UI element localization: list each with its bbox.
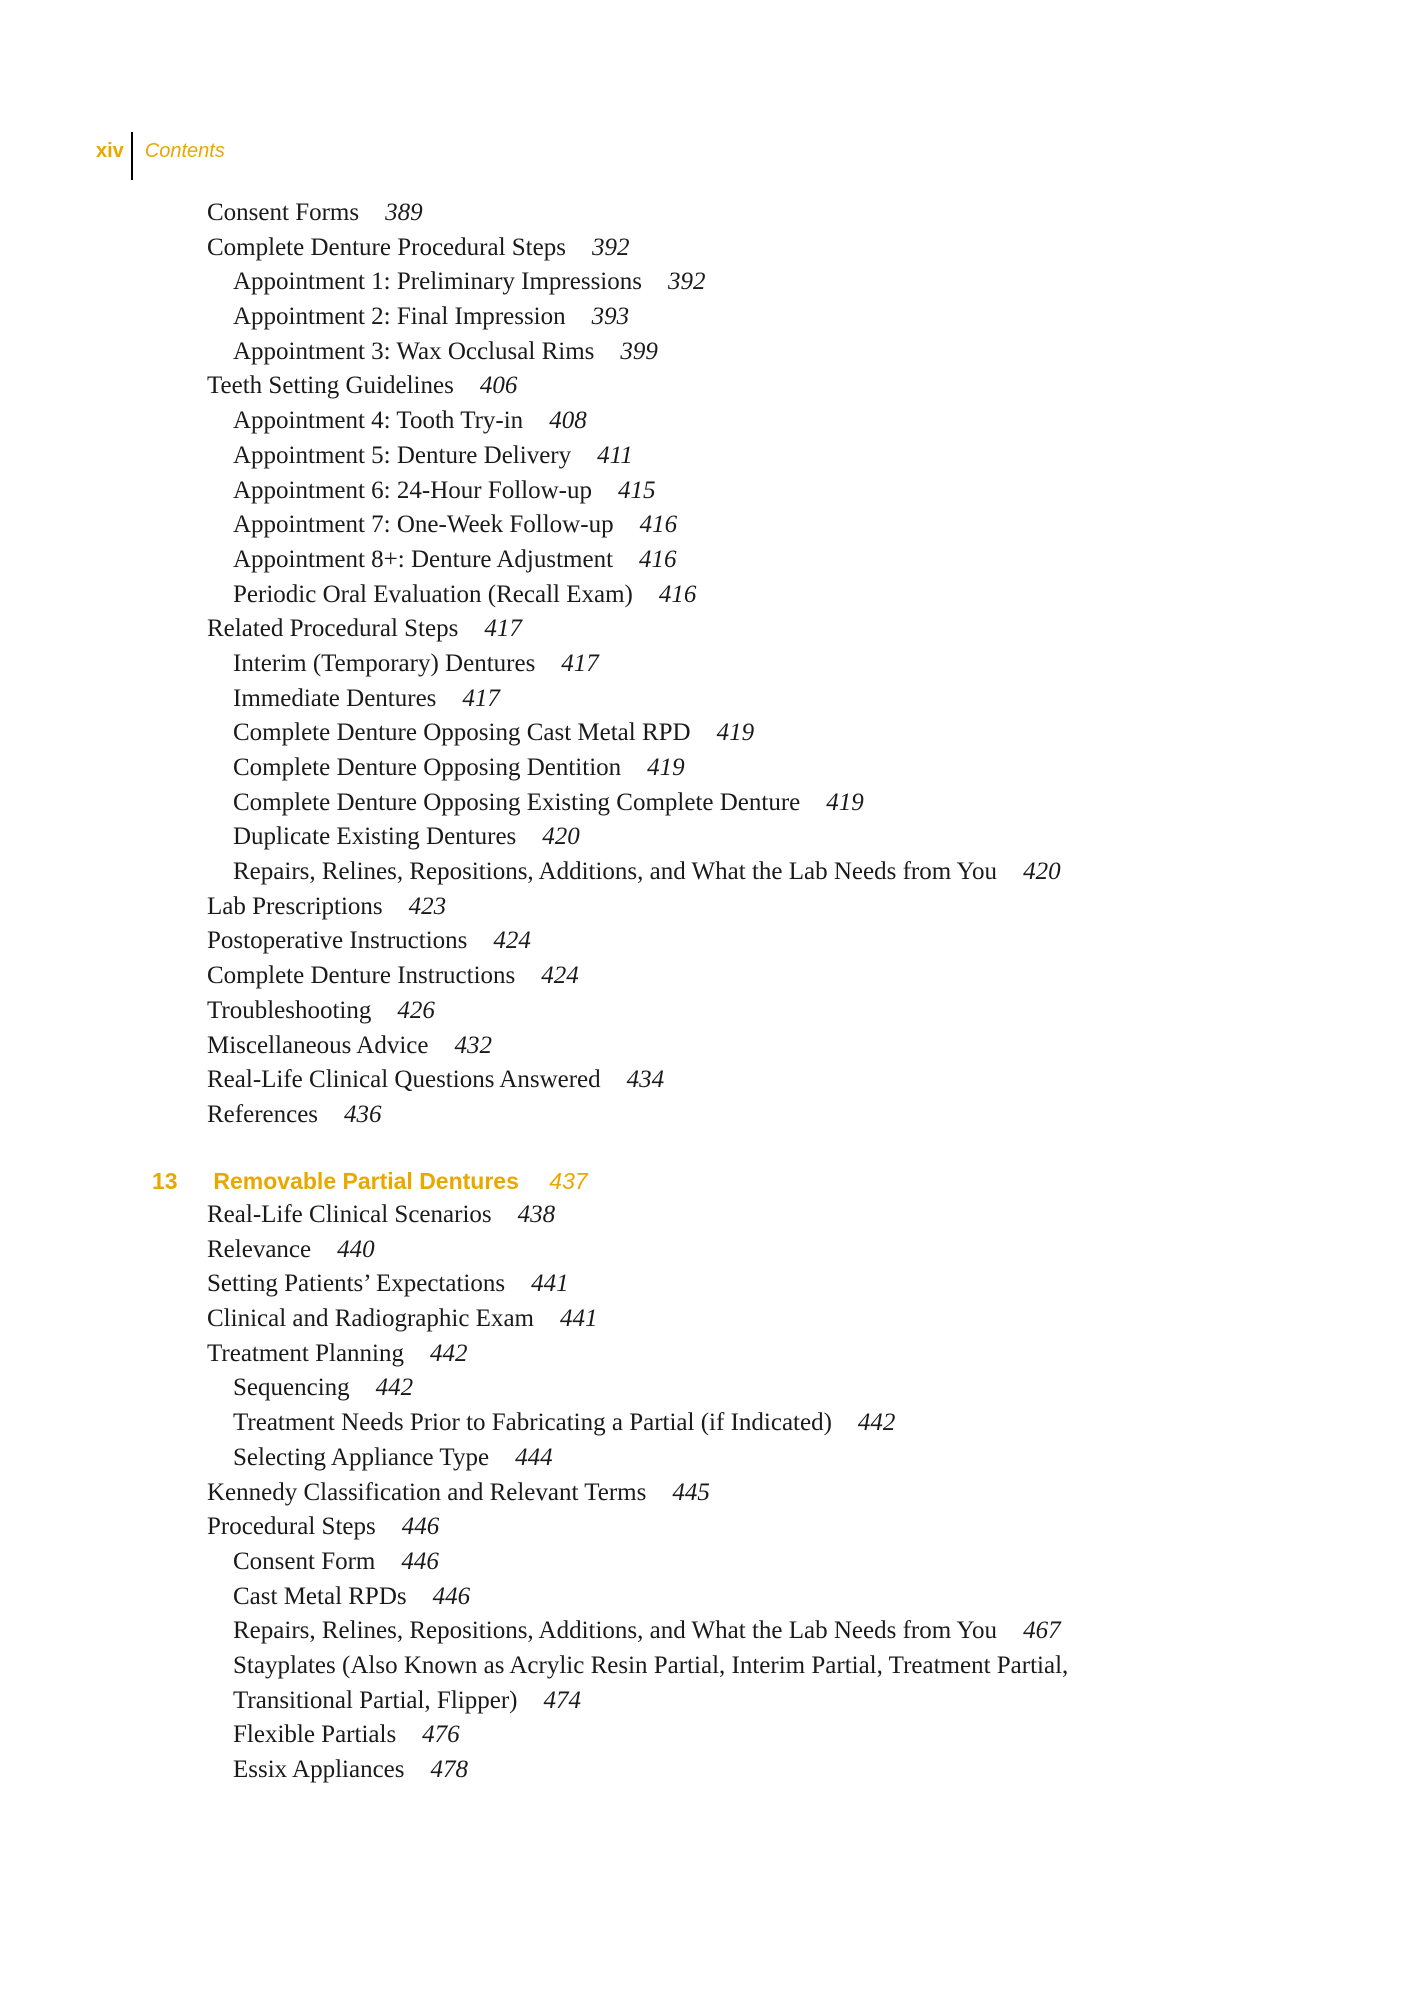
toc-page-number: 424 xyxy=(541,962,579,990)
toc-entry-title: Complete Denture Opposing Dentition xyxy=(233,754,622,781)
toc-entry-title: Real-Life Clinical Scenarios xyxy=(207,1201,492,1228)
toc-entry[interactable] xyxy=(0,196,1402,231)
toc-entry[interactable] xyxy=(0,1580,1402,1615)
toc-entry[interactable] xyxy=(0,1510,1402,1545)
toc-entry[interactable] xyxy=(0,300,1402,335)
toc-entry-title: Consent Form xyxy=(233,1547,376,1575)
toc-page-number: 419 xyxy=(716,719,755,747)
toc-entry[interactable] xyxy=(0,1267,1402,1302)
toc-entry[interactable] xyxy=(0,369,1402,404)
toc-page-number: 426 xyxy=(397,996,435,1024)
toc-page-number: 392 xyxy=(591,233,630,261)
toc-entry-title: Troubleshooting xyxy=(207,996,372,1024)
toc-entry[interactable] xyxy=(0,1545,1402,1580)
toc-entry-title: Periodic Oral Evaluation (Recall Exam) xyxy=(233,580,633,608)
toc-page-number: 411 xyxy=(597,441,633,469)
toc-page-number: 408 xyxy=(549,407,587,435)
toc-entry-title: Repairs, Relines, Repositions, Additions, and What the Lab Needs from You xyxy=(233,1617,998,1645)
toc-page-number: 446 xyxy=(401,1513,440,1541)
toc-entry[interactable] xyxy=(0,1649,1402,1684)
toc-entry[interactable] xyxy=(0,1198,1402,1233)
toc-page-number: 423 xyxy=(408,892,447,920)
toc-entry[interactable] xyxy=(0,265,1402,300)
toc-entry-title: Selecting Appliance Type xyxy=(233,1443,490,1471)
toc-entry-title: Duplicate Existing Dentures xyxy=(233,823,517,851)
toc-page-number: 415 xyxy=(618,476,656,504)
chapter-heading[interactable] xyxy=(152,1163,588,1199)
toc-entry[interactable] xyxy=(0,890,1402,925)
toc-entry[interactable] xyxy=(0,1302,1402,1337)
toc-entry-title: Complete Denture Opposing Existing Complete Denture xyxy=(233,788,801,816)
toc-entry-title: Clinical and Radiographic Exam xyxy=(207,1305,534,1333)
toc-entry[interactable] xyxy=(0,508,1402,543)
chapter-page-number: 437 xyxy=(549,1168,588,1194)
toc-page-number: 420 xyxy=(542,823,580,851)
toc-entry[interactable] xyxy=(0,682,1402,717)
toc-entry[interactable] xyxy=(0,1098,1402,1133)
toc-page-number: 474 xyxy=(543,1686,581,1714)
toc-page-number: 434 xyxy=(626,1066,665,1094)
toc-entry-title: Flexible Partials xyxy=(233,1721,397,1749)
toc-entry-title: Relevance xyxy=(207,1235,312,1263)
toc-page-number: 416 xyxy=(639,511,678,539)
toc-entry[interactable] xyxy=(0,1753,1402,1788)
toc-entry[interactable] xyxy=(0,924,1402,959)
toc-entry-title: Essix Appliances xyxy=(233,1756,405,1783)
toc-page-number: 417 xyxy=(462,684,500,712)
toc-entry[interactable] xyxy=(0,1337,1402,1372)
toc-section-a xyxy=(0,196,1402,1133)
toc-entry-title: Appointment 3: Wax Occlusal Rims xyxy=(233,337,595,365)
toc-entry-title: Repairs, Relines, Repositions, Additions, and What the Lab Needs from You xyxy=(233,858,998,886)
toc-entry-title: Complete Denture Procedural Steps xyxy=(207,233,566,261)
toc-entry-title: Appointment 2: Final Impression xyxy=(233,303,566,331)
toc-entry[interactable] xyxy=(0,1406,1402,1441)
toc-page-number: 442 xyxy=(430,1339,468,1367)
toc-entry-title: Complete Denture Instructions xyxy=(207,962,516,990)
toc-entry[interactable] xyxy=(0,474,1402,509)
toc-page-number: 417 xyxy=(484,615,522,643)
toc-entry[interactable] xyxy=(0,404,1402,439)
toc-entry-title: Setting Patients’ Expectations xyxy=(207,1270,506,1298)
toc-page-number: 406 xyxy=(479,372,518,400)
toc-entry-title: Lab Prescriptions xyxy=(207,892,383,920)
toc-entry[interactable] xyxy=(0,820,1402,855)
page-folio: xiv xyxy=(96,140,124,162)
toc-entry[interactable] xyxy=(0,439,1402,474)
toc-section-b xyxy=(0,1198,1402,1788)
toc-page-number: 419 xyxy=(826,788,864,816)
toc-entry-title: Stayplates (Also Known as Acrylic Resin Partial, Interim Partial, Treatment Partial, xyxy=(233,1651,1069,1679)
toc-entry-title: Treatment Needs Prior to Fabricating a Partial (if Indicated) xyxy=(233,1409,832,1437)
running-head xyxy=(96,132,225,180)
toc-entry[interactable] xyxy=(0,543,1402,578)
toc-page-number: 444 xyxy=(515,1443,553,1471)
toc-entry[interactable] xyxy=(0,1029,1402,1064)
toc-entry[interactable] xyxy=(0,959,1402,994)
toc-entry-title: Sequencing xyxy=(233,1374,350,1402)
toc-entry-title: Procedural Steps xyxy=(207,1513,376,1541)
toc-entry[interactable] xyxy=(0,1684,1402,1719)
toc-entry[interactable] xyxy=(0,578,1402,613)
toc-entry[interactable] xyxy=(0,612,1402,647)
toc-entry-title: Teeth Setting Guidelines xyxy=(207,372,454,400)
toc-entry[interactable] xyxy=(0,855,1402,890)
toc-entry-title: Appointment 8+: Denture Adjustment xyxy=(233,545,614,573)
toc-page-number: 440 xyxy=(337,1235,375,1263)
toc-entry-title: Kennedy Classification and Relevant Terms xyxy=(207,1478,647,1506)
toc-page-number: 424 xyxy=(493,927,531,955)
toc-entry-title: Related Procedural Steps xyxy=(207,615,459,643)
toc-entry-title: Appointment 7: One-Week Follow-up xyxy=(233,511,614,539)
toc-entry-title: Transitional Partial, Flipper) xyxy=(233,1686,518,1714)
toc-page-number: 478 xyxy=(430,1756,469,1783)
toc-page-number: 419 xyxy=(647,754,685,781)
toc-entry[interactable] xyxy=(0,786,1402,821)
toc-entry-title: Appointment 1: Preliminary Impressions xyxy=(233,268,642,296)
toc-page-number: 446 xyxy=(401,1547,439,1575)
toc-entry[interactable] xyxy=(0,751,1402,786)
toc-entry-title: Cast Metal RPDs xyxy=(233,1582,407,1610)
toc-page-number: 389 xyxy=(385,199,423,226)
toc-page-number: 393 xyxy=(591,303,630,331)
toc-entry-title: Immediate Dentures xyxy=(233,684,437,712)
running-head-title: Contents xyxy=(144,140,225,162)
toc-page-number: 416 xyxy=(639,545,677,573)
toc-page-number: 442 xyxy=(375,1374,414,1402)
toc-page-number: 416 xyxy=(658,580,697,608)
toc-page-number: 446 xyxy=(432,1582,471,1610)
toc-entry-title: Complete Denture Opposing Cast Metal RPD xyxy=(233,719,691,747)
toc-page-number: 441 xyxy=(560,1305,598,1333)
toc-page-number: 445 xyxy=(672,1478,710,1506)
toc-page-number: 399 xyxy=(620,337,658,365)
toc-entry[interactable] xyxy=(0,1371,1402,1406)
toc-entry-title: Miscellaneous Advice xyxy=(207,1031,429,1059)
toc-page-number: 392 xyxy=(667,268,706,296)
toc-page-number: 476 xyxy=(422,1721,460,1749)
toc-page-number: 432 xyxy=(454,1031,492,1059)
toc-page-number: 417 xyxy=(561,649,599,677)
toc-entry-title: Interim (Temporary) Dentures xyxy=(233,649,536,677)
toc-page-number: 436 xyxy=(344,1100,382,1128)
toc-entry[interactable] xyxy=(0,994,1402,1029)
toc-entry-title: References xyxy=(207,1100,319,1128)
toc-entry[interactable] xyxy=(0,1718,1402,1753)
toc-entry[interactable] xyxy=(0,1441,1402,1476)
toc-entry[interactable] xyxy=(0,1476,1402,1511)
toc-entry[interactable] xyxy=(0,1233,1402,1268)
chapter-title: Removable Partial Dentures xyxy=(213,1168,519,1194)
toc-entry-title: Appointment 6: 24-Hour Follow-up xyxy=(233,476,593,504)
toc-entry[interactable] xyxy=(0,231,1402,266)
toc-entry-title: Consent Forms xyxy=(207,199,360,226)
toc-entry-title: Postoperative Instructions xyxy=(207,927,468,955)
toc-entry[interactable] xyxy=(0,335,1402,370)
toc-entry-title: Appointment 4: Tooth Try-in xyxy=(233,407,524,435)
toc-page-number: 467 xyxy=(1023,1617,1061,1645)
toc-entry-title: Real-Life Clinical Questions Answered xyxy=(207,1066,601,1094)
toc-entry[interactable] xyxy=(0,1063,1402,1098)
toc-entry-title: Appointment 5: Denture Delivery xyxy=(233,441,572,469)
toc-entry-title: Treatment Planning xyxy=(207,1339,404,1367)
toc-page-number: 420 xyxy=(1023,858,1061,886)
toc-entry[interactable] xyxy=(0,716,1402,751)
toc-page-number: 438 xyxy=(517,1201,556,1228)
toc-entry[interactable] xyxy=(0,647,1402,682)
toc-page-number: 441 xyxy=(531,1270,569,1298)
chapter-number: 13 xyxy=(152,1168,178,1194)
toc-entry[interactable] xyxy=(0,1614,1402,1649)
toc-page-number: 442 xyxy=(857,1409,896,1437)
